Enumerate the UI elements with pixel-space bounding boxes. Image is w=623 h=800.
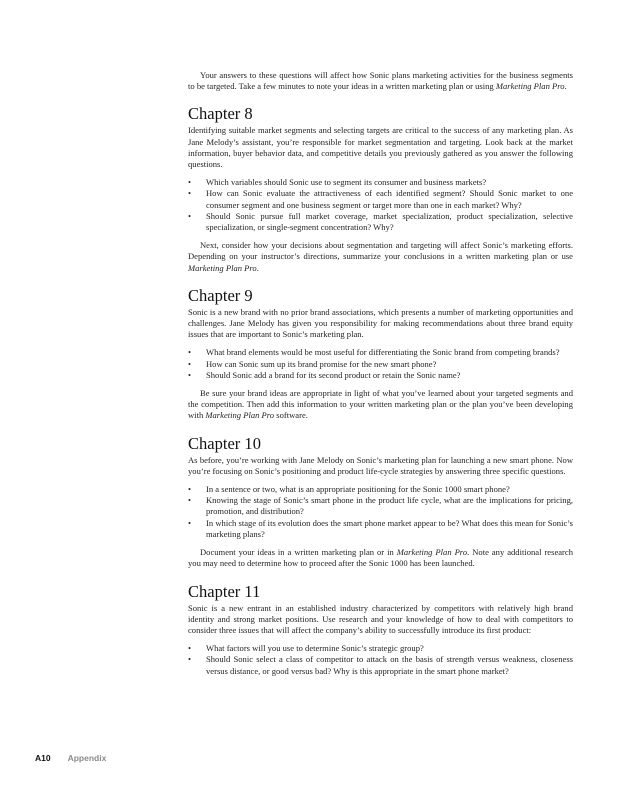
list-item: • What brand elements would be most useful for differentiating the Sonic brand from competing brands? [188, 347, 573, 358]
list-item: • Which variables should Sonic use to segment its consumer and business markets? [188, 177, 573, 188]
footer-section-label: Appendix [67, 753, 107, 763]
chapter-8-heading: Chapter 8 [188, 104, 253, 124]
list-item: • Should Sonic select a class of competitor to attack on the basis of strength versus weakness, closeness versus distance, or good versus bad? Why is this appropriate in the smart phone market? [188, 654, 573, 676]
chapter-10-paragraph: As before, you’re working with Jane Melody on Sonic’s marketing plan for launching a new smart phone. Now you’re focusing on Sonic’s positioning and product life-cycle strategies by answering three specific questions. [188, 454, 573, 476]
intro-paragraph: Your answers to these questions will affect how Sonic plans marketing activities for the business segments to be targeted. Take a few minutes to note your ideas in a written marketing plan or using Marketing Plan Pro. [188, 70, 573, 92]
chapter-10-bullets [188, 484, 573, 540]
page-footer [35, 753, 106, 763]
chapter-10-heading: Chapter 10 [188, 433, 261, 453]
chapter-8-followup: Next, consider how your decisions about segmentation and targeting will affect Sonic’s marketing efforts. Depending on your instructor’s directions, summarize your conclusions in a written marketing plan or use Marketing Plan Pro. [188, 240, 573, 273]
chapter-9-followup: Be sure your brand ideas are appropriate in light of what you’ve learned about your targeted segments and the competition. Then add this information to your written marketing plan or the plan you’ve been developing with Marketing Plan Pro software. [188, 388, 573, 421]
chapter-8-paragraph: Identifying suitable market segments and selecting targets are critical to the success of any marketing plan. As Jane Melody’s assistant, you’re responsible for market segmentation and targeting. Look back at the market information, buyer behavior data, and competitive details you previously gathered as you answer the following questions. [188, 125, 573, 170]
list-item: • In which stage of its evolution does the smart phone market appear to be? What does this mean for Sonic’s marketing plans? [188, 518, 573, 540]
list-item: • In a sentence or two, what is an appropriate positioning for the Sonic 1000 smart phone? [188, 484, 573, 495]
chapter-8-bullets [188, 177, 573, 233]
chapter-11-bullets [188, 643, 573, 677]
chapter-9-paragraph: Sonic is a new brand with no prior brand associations, which presents a number of marketing opportunities and challenges. Jane Melody has given you responsibility for making recommendations about three brand equity issues that are important to Sonic’s marketing plan. [188, 306, 573, 340]
chapter-10-followup: Document your ideas in a written marketing plan or in Marketing Plan Pro. Note any additional research you may need to determine how to proceed after the Sonic 1000 has been launched. [188, 547, 574, 569]
list-item: • How can Sonic sum up its brand promise for the new smart phone? [188, 359, 573, 370]
chapter-9-bullets [188, 347, 573, 381]
list-item: • Knowing the stage of Sonic’s smart phone in the product life cycle, what are the implications for pricing, promotion, and distribution? [188, 495, 573, 517]
chapter-11-paragraph: Sonic is a new entrant in an established industry characterized by competitors with relatively high brand identity and strong market positions. Use research and your knowledge of how to deal with competitors to consider three issues that will affect the company’s ability to successfully introduce its first product: [188, 602, 573, 635]
chapter-11-heading: Chapter 11 [188, 581, 261, 601]
list-item: • What factors will you use to determine Sonic’s strategic group? [188, 643, 573, 654]
list-item: • How can Sonic evaluate the attractiveness of each identified segment? Should Sonic market to one consumer segment and one business segment or target more than one in each market? Why? [188, 188, 573, 210]
list-item: • Should Sonic pursue full market coverage, market specialization, product specialization, selective specialization, or single-segment concentration? Why? [188, 211, 573, 233]
chapter-9-heading: Chapter 9 [188, 285, 253, 305]
page-body [188, 70, 573, 684]
list-item: • Should Sonic add a brand for its second product or retain the Sonic name? [188, 370, 573, 381]
page-number: A10 [35, 753, 51, 763]
